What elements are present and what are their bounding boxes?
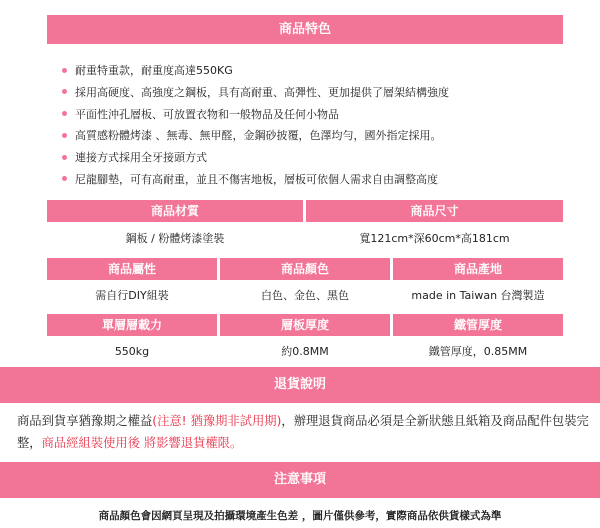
bullet-icon <box>62 155 67 160</box>
spec-row-3-values <box>47 342 563 362</box>
bullet-icon <box>62 89 67 94</box>
feature-item: 尼龍腳墊，可有高耐重，並且不傷害地板，層板可依個人需求自由調整高度 <box>62 169 562 191</box>
returns-header: 退貨說明 <box>0 367 600 403</box>
material-value: 鋼板 / 粉體烤漆塗裝 <box>125 232 225 245</box>
origin-value: made in Taiwan 台灣製造 <box>411 289 545 302</box>
bullet-icon <box>62 176 67 181</box>
feature-item: 連接方式採用全牙接頭方式 <box>62 147 562 169</box>
shelf-thickness-value: 約0.8MM <box>281 345 329 358</box>
spec-row-1-headers <box>47 200 563 222</box>
notice-text: 商品顏色會因網頁呈現及拍攝環境產生色差 ，圖片僅供參考，實際商品依供貨樣式為準 <box>98 510 502 522</box>
load-value: 550kg <box>114 345 150 358</box>
size-value: 寬121cm*深60cm*高181cm <box>359 232 510 245</box>
features-header: 商品特色 <box>47 15 563 44</box>
tube-thickness-value: 鐵管厚度，0.85MM <box>428 345 528 358</box>
load-label: 單層層載力 <box>47 314 217 336</box>
bullet-icon <box>62 111 67 116</box>
returns-text: 商品到貨享猶豫期之權益(注意! 猶豫期非試用期)，辦理退貨商品必須是全新狀態且紙箱及商品配件包裝完整，商品經組裝使用後 將影響退貨權限。 <box>17 414 589 450</box>
bullet-icon <box>62 133 67 138</box>
material-label: 商品材質 <box>47 200 303 222</box>
feature-item: 耐重特重款，耐重度高達550KG <box>62 60 562 82</box>
color-label: 商品顏色 <box>220 258 390 280</box>
color-value: 白色、金色、黑色 <box>261 289 349 302</box>
tube-thickness-label: 鐵管厚度 <box>393 314 563 336</box>
feature-item: 高質感粉體烤漆 、無毒、無甲醛，金鋼砂披覆，色澤均勻，國外指定採用。 <box>62 125 562 147</box>
shelf-thickness-label: 層板厚度 <box>220 314 390 336</box>
spec-row-1-values <box>47 229 563 249</box>
feature-item: 採用高硬度、高強度之鋼板，具有高耐重、高彈性、更加提供了層架結構強度 <box>62 82 562 104</box>
spec-row-2-headers <box>47 258 563 280</box>
origin-label: 商品產地 <box>393 258 563 280</box>
features-list <box>62 60 562 191</box>
feature-item: 平面性沖孔層板、可放置衣物和一般物品及任何小物品 <box>62 104 562 126</box>
size-label: 商品尺寸 <box>306 200 563 222</box>
spec-row-2-values <box>47 286 563 306</box>
attribute-value: 需自行DIY組裝 <box>95 289 169 302</box>
bullet-icon <box>62 68 67 73</box>
attribute-label: 商品屬性 <box>47 258 217 280</box>
spec-row-3-headers <box>47 314 563 336</box>
notice-header: 注意事項 <box>0 462 600 498</box>
